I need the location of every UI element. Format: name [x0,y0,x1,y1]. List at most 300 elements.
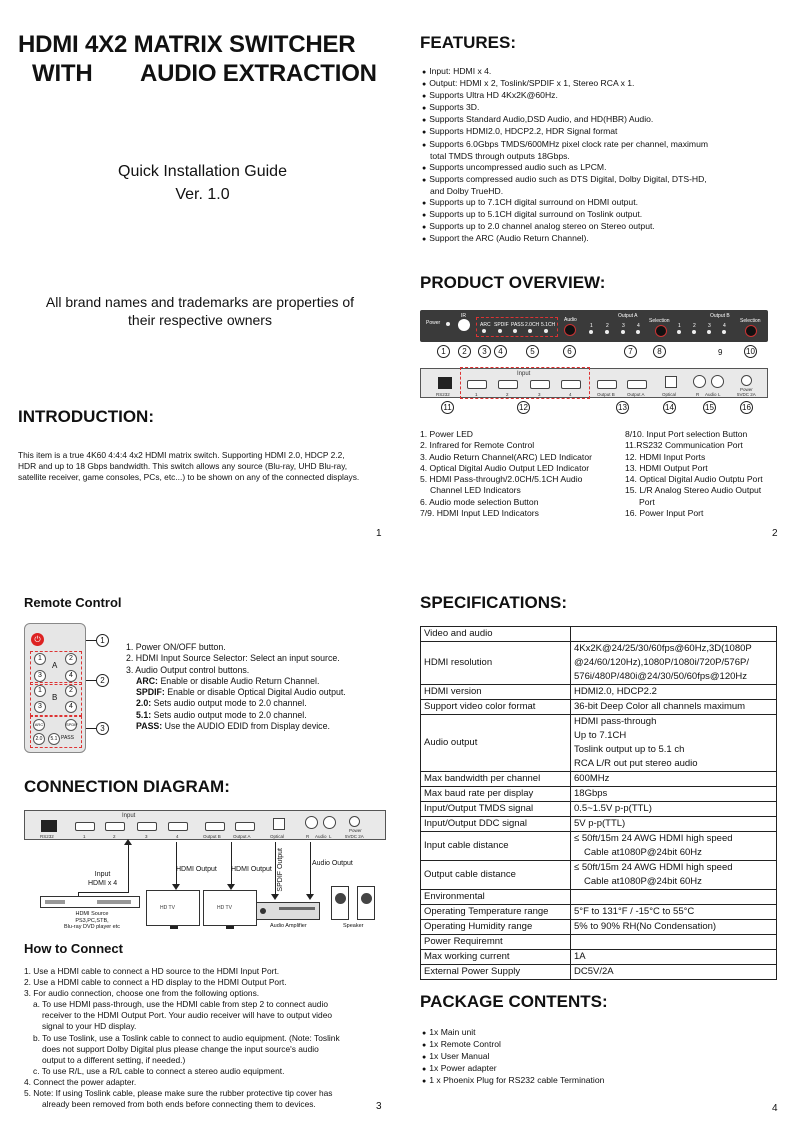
hdmi-output-label: HDMI Output [176,866,217,873]
features-heading: FEATURES: [420,33,517,52]
callout-7: 7 [624,345,637,358]
remote-a-2-button[interactable]: 2 [65,653,77,665]
diagram-power-port [349,816,360,827]
spec-value-line: HDMI pass-through [574,716,657,727]
callout-4: 4 [494,345,507,358]
spec-value-line: Cable at1080P@24bit 60Hz [584,876,702,887]
spec-key: Video and audio [421,627,571,642]
connection-heading: CONNECTION DIAGRAM: [24,777,230,796]
spec-row [421,832,777,861]
legend-item: 8/10. Input Port selection Button [625,429,748,439]
callout-15: 15 [703,401,716,414]
output-a-selection-button[interactable] [655,325,667,337]
rca-l-label: L [718,392,721,397]
remote-leader [86,680,96,681]
spec-value [571,861,777,890]
remote-heading: Remote Control [24,595,122,610]
remote-sub-item [126,698,396,709]
spec-value [571,700,777,715]
callout-5: 5 [526,345,539,358]
callout-6: 6 [563,345,576,358]
ch51-label: 5.1CH [541,322,556,328]
spec-value [571,832,777,861]
feature-item: ● Supports uncompressed audio such as LPCM. [422,162,782,174]
front-panel [420,310,768,342]
speaker-right [357,886,375,920]
diagram-output-b-port [205,822,225,831]
spec-value-line: 5% to 90% RH(No Condensation) [574,921,717,932]
source-slot [97,900,131,904]
remote-sub-text: Sets audio output mode to 2.0 channel. [151,698,307,709]
remote-sub-text: Sets audio output mode to 2.0 channel. [151,709,307,720]
remote-51-button[interactable]: 5.1 [48,733,60,745]
output-a-led [636,330,640,334]
diagram-port-num: 4 [176,834,179,839]
spec-value-line: @24/60/120Hz),1080P/1080i/720P/576P/ [574,657,749,668]
feature-item: ● Supports 6.0Gbps TMDS/600MHz pixel clock rate per channel, maximum [422,139,782,151]
power-icon[interactable]: ⏻ [31,633,44,646]
feature-item: ● Supports Ultra HD 4Kx2K@60Hz. [422,90,782,102]
remote-sub-text: Enable or disable Audio Return Channel. [158,675,320,686]
spec-value [571,890,777,905]
callout-1: 1 [437,345,450,358]
spec-row [421,920,777,935]
spec-value-line [574,936,773,949]
remote-sub-item [126,710,396,721]
remote-sub-key: ARC: [136,675,158,686]
legend-item: 1. Power LED [420,429,474,439]
arrow-head [271,894,279,900]
diagram-power-label: Power [349,828,362,833]
spec-value-line: 576i/480P/480i@24/30/50/60fps@120Hz [574,671,747,682]
rca-audio-label: Audio [705,392,717,397]
overview-heading: PRODUCT OVERVIEW: [420,273,606,292]
package-heading: PACKAGE CONTENTS: [420,992,608,1011]
diagram-rs232-port [41,820,57,832]
amp-knob [260,908,266,914]
callout-11: 11 [441,401,454,414]
port-num: 2 [506,392,509,397]
spec-value-line: HDMI2.0, HDCP2.2 [574,686,657,697]
output-b-num: 1 [678,323,681,329]
remote-b-4-button[interactable]: 4 [65,701,77,713]
diagram-l-label: L [329,834,332,839]
tv-stand [226,926,234,929]
source-caption-line: Blu-ray DVD player etc [64,924,120,930]
how-to-line: 2. Use a HDMI cable to connect a HD display to the HDMI Output Port. [24,977,287,988]
source-caption-line: HDMI Source [75,911,109,917]
diagram-output-a-label: Output A [233,834,251,839]
how-to-connect-list [24,966,396,1110]
source-slot [45,900,65,904]
spec-value [571,772,777,787]
output-b-num: 2 [693,323,696,329]
legend-item: 13. HDMI Output Port [625,462,708,473]
spec-key: Input cable distance [421,832,571,861]
remote-sub-item [126,687,396,698]
input-arrow [78,892,129,893]
title-line-1: HDMI 4X2 MATRIX SWITCHER [18,31,356,58]
callout-16: 16 [740,401,753,414]
spec-value-line: RCA L/R out put stereo audio [574,758,698,769]
pass-label: PASS [511,322,524,328]
power-label: Power [426,320,441,326]
remote-a-1-button[interactable]: 1 [34,653,46,665]
output-b-selection-button[interactable] [745,325,757,337]
spec-row [421,700,777,715]
optical-label: Optical [662,392,677,397]
amp-display [279,907,315,910]
ir-label: IR [461,313,466,319]
spec-value-line: 1A [574,951,586,962]
remote-a-label: A [52,661,58,670]
spec-key: Operating Temperature range [421,905,571,920]
remote-b-label: B [52,693,58,702]
diagram-port-num: 1 [83,834,86,839]
spec-row [421,817,777,832]
feature-item: ● Supports HDMI2.0, HDCP2.2, HDR Signal format [422,126,782,138]
audio-output-line [310,842,311,898]
audio-mode-button[interactable] [564,324,576,336]
power-port[interactable] [741,375,752,386]
how-to-line: 3. For audio connection, choose one from the following options. [24,988,260,999]
spec-key: HDMI resolution [421,642,571,685]
legend-item: 14. Optical Digital Audio Outptu Port [625,474,763,485]
port-num: 4 [569,392,572,397]
spec-key: Input/Output TMDS signal [421,802,571,817]
hdmi-source-device [40,896,140,908]
remote-a-3-button[interactable]: 3 [34,670,46,682]
remote-sub-text: Use the AUDIO EDID from Display device. [162,721,330,732]
remote-desc-line: 2. HDMI Input Source Selector: Select an input source. [126,653,340,664]
output-b-led [692,330,696,334]
spec-key: Input/Output DDC signal [421,817,571,832]
rca-r-port[interactable] [693,375,706,388]
spec-row [421,802,777,817]
title-line-2a: WITH [32,60,93,87]
hdmi-input-port[interactable] [467,380,487,389]
arc-label: ARC [480,322,491,328]
tv-stand [170,926,178,929]
output-a-led [605,330,609,334]
legend-item: 3. Audio Return Channel(ARC) LED Indicator [420,451,592,462]
remote-sub-list [126,676,396,732]
title-line-2b: AUDIO EXTRACTION [140,60,377,87]
remote-b-1-button[interactable]: 1 [34,685,46,697]
how-to-line: 5. Note: If using Toslink cable, please make sure the rubber protective tip cover has [24,1088,333,1099]
spec-value [571,905,777,920]
how-to-line: does not support Dolby Digital plus please change the input source's audio [42,1043,319,1054]
speaker-left [331,886,349,920]
spec-key: Support video color format [421,700,571,715]
amplifier-label: Audio Amplifier [270,923,307,929]
ir-window [458,319,470,331]
spdif-label: SPDIF [494,322,509,328]
output-b-num: 3 [708,323,711,329]
rca-l-port[interactable] [711,375,724,388]
diagram-port-num: 2 [113,834,116,839]
overview-legend-right [625,429,795,519]
rear-panel [420,368,768,398]
speaker-cone [361,893,372,904]
diagram-port-num: 3 [145,834,148,839]
spec-value-line: Cable at1080P@24bit 60Hz [584,847,702,858]
intro-line: HDR and up to 18 Gbps bandwidth. This switch allows any source (Blu-ray, UHD Blu-ray, [18,461,348,471]
feature-item: ● Output: HDMI x 2, Toslink/SPDIF x 1, Stereo RCA x 1. [422,78,782,90]
spec-key: Operating Humidity range [421,920,571,935]
remote-sub-key: 5.1: [136,709,152,720]
hdmi-input-port[interactable] [561,380,581,389]
spec-value [571,787,777,802]
remote-sub-key: PASS: [136,721,163,732]
audio-amplifier [256,902,320,920]
spec-value [571,920,777,935]
spec-row [421,787,777,802]
spec-value-line: 600MHz [574,773,610,784]
feature-item: ● Support the ARC (Audio Return Channel). [422,233,782,245]
legend-item: 15. L/R Analog Stereo Audio Output [625,485,762,496]
hdmi-output-a-port[interactable] [627,380,647,389]
selection-b-label: Selection [740,318,761,324]
spec-row [421,715,777,772]
remote-pass-button[interactable]: PASS [61,735,74,741]
hdtv-2 [203,890,257,926]
remote-sub-item [126,721,396,732]
spec-row [421,965,777,980]
spec-key: Max working current [421,950,571,965]
spec-row [421,642,777,685]
port-num: 3 [538,392,541,397]
feature-item: ● Supports up to 5.1CH digital surround on Toslink output. [422,209,782,221]
output-a-num: 4 [637,323,640,329]
specifications-table [420,626,777,980]
power-led [446,322,450,326]
spec-row [421,772,777,787]
hdmi-input-port[interactable] [530,380,550,389]
spec-key: Power Requiremnt [421,935,571,950]
output-a-num: 3 [622,323,625,329]
guide-version: Ver. 1.0 [175,186,230,203]
output-a-led [621,330,625,334]
spec-value [571,642,777,685]
hdmi-input-port[interactable] [498,380,518,389]
hdmi-output-b-port[interactable] [597,380,617,389]
spec-value [571,685,777,700]
spec-row [421,685,777,700]
arrow-head [124,839,132,845]
rear-power-voltage: 5VDC 2A [737,392,756,397]
introduction-text [18,450,408,483]
spec-value [571,715,777,772]
input-arrow [128,842,129,892]
callout-8: 8 [653,345,666,358]
remote-callout-1: 1 [96,634,109,647]
page-number: 3 [376,1101,382,1112]
spec-value-line: ≤ 50ft/15m 24 AWG HDMI high speed [574,862,733,873]
page-number: 1 [376,528,382,539]
led-group-outline [476,317,558,337]
remote-sub-item [126,676,396,687]
how-to-line: 4. Connect the power adapter. [24,1076,137,1087]
hdmi-output-label: HDMI Output [231,866,272,873]
diagram-input-port [105,822,125,831]
hdtv-1 [146,890,200,926]
feature-item: ● Supports 3D. [422,102,782,114]
spec-key: Max baud rate per display [421,787,571,802]
callout-13: 13 [616,401,629,414]
spec-row [421,905,777,920]
diagram-device-rear [24,810,386,840]
rear-power-label: Power [740,387,753,392]
spec-value-line: DC5V/2A [574,966,614,977]
legend-item: 5. HDMI Pass-through/2.0CH/5.1CH Audio [420,474,583,485]
remote-spdif-button[interactable]: SPDIF [65,719,77,731]
package-list [422,1027,762,1087]
remote-desc-line: 3. Audio Output control buttons. [126,664,250,675]
diagram-text: HDMI x 4 [88,880,118,887]
spec-value-line: 18Gbps [574,788,608,799]
features-list [422,66,782,245]
feature-item: ● Input: HDMI x 4. [422,66,782,78]
diagram-audio-label: Audio [315,834,327,839]
how-to-line: 1. Use a HDMI cable to connect a HD source to the HDMI Input Port. [24,966,280,976]
output-a-num: 1 [590,323,593,329]
spec-key: Audio output [421,715,571,772]
spec-value [571,627,777,642]
package-item: ● 1x User Manual [422,1051,762,1063]
ch20-label: 2.0CH [525,322,540,328]
remote-a-4-button[interactable]: 4 [65,670,77,682]
spec-value [571,802,777,817]
arrow-head [306,894,314,900]
spec-value [571,950,777,965]
spec-value-line: 5°F to 131°F / -15°C to 55°C [574,906,695,917]
remote-callout-3: 3 [96,722,109,735]
specifications-heading: SPECIFICATIONS: [420,593,568,612]
legend-item: 11.RS232 Communication Port [625,440,743,451]
package-item: ● 1x Power adapter [422,1063,762,1075]
overview-legend-left [420,429,625,519]
diagram-rs232-label: RS232 [40,834,54,839]
speaker-cone [335,893,346,904]
diagram-r-label: R [306,834,310,839]
how-to-line: already been removed from both ends before connecting them to devices. [42,1099,316,1110]
brands-line-1: All brand names and trademarks are properties of [45,294,355,310]
spec-value [571,965,777,980]
source-caption [52,911,132,931]
audio-label: Audio [564,317,577,323]
rs232-port[interactable] [438,377,452,389]
remote-callout-2: 2 [96,674,109,687]
how-to-line: receiver to the HDMI Output Port. Your audio receiver will have to output video [42,1010,333,1021]
hdtv-label: HD TV [217,905,232,911]
spec-value-line: Up to 7.1CH [574,730,627,741]
how-to-line: a. To use HDMI pass-through, use the HDMI cable from step 2 to connect audio [33,999,328,1010]
rs232-label: RS232 [436,392,450,397]
source-caption-line: PS3,PC,STB, [75,917,109,924]
diagram-power-voltage: 5VDC 2A [345,834,364,839]
legend-item: 4. Optical Digital Audio Output LED Indicator [420,462,590,473]
output-b-label: Output B [710,313,730,319]
callout-2: 2 [458,345,471,358]
rear-input-label: Input [517,371,531,377]
diagram-input-text [88,870,117,888]
speaker-label: Speaker [343,923,364,929]
remote-b-3-button[interactable]: 3 [34,701,46,713]
spec-key: Environmental [421,890,571,905]
spec-value-line [574,891,773,904]
remote-control-illustration [24,623,86,753]
diagram-rca-r [305,816,318,829]
spec-value-line: 5V p-p(TTL) [574,818,626,829]
package-item: ● 1x Remote Control [422,1039,762,1051]
output-b-led [722,330,726,334]
feature-item: ● Supports compressed audio such as DTS Digital, Dolby Digital, DTS-HD, [422,174,782,186]
spec-row [421,950,777,965]
output-b-led [677,330,681,334]
remote-leader [86,728,96,729]
remote-arc-button[interactable]: ARC [33,719,45,731]
spec-value-line: 0.5~1.5V p-p(TTL) [574,803,652,814]
guide-title: Quick Installation Guide [118,163,287,180]
feature-item: ● Supports Standard Audio,DSD Audio, and HD(HBR) Audio. [422,114,782,126]
diagram-rca-l [323,816,336,829]
output-b-led [707,330,711,334]
diagram-output-b-label: Output B [203,834,221,839]
diagram-optical-label: Optical [270,834,285,839]
spec-key: Output cable distance [421,861,571,890]
remote-sub-text: Enable or disable Optical Digital Audio output. [164,687,346,698]
spec-row [421,890,777,905]
spec-value-line: 36-bit Deep Color all channels maximum [574,701,746,712]
legend-item: Channel LED Indicators [430,485,521,496]
output-a-port-label: Output A [627,392,645,397]
remote-sub-key: 2.0: [136,698,152,709]
port-num: 1 [475,392,478,397]
remote-description [126,642,396,732]
output-b-port-label: Output B [597,392,615,397]
how-to-line: b. To use Toslink, use a Toslink cable to connect to audio equipment. (Note: Toslink [33,1032,340,1043]
diagram-input-port [75,822,95,831]
package-item: ● 1 x Phoenix Plug for RS232 cable Termination [422,1075,762,1087]
spec-value-line: ≤ 50ft/15m 24 AWG HDMI high speed [574,833,733,844]
diagram-input-label: Input [122,813,136,819]
introduction-heading: INTRODUCTION: [18,407,154,426]
callout-9: 9 [718,348,723,357]
intro-line: satellite receiver, game consoles, PCs, etc...) to be shown on any of the connected displays. [18,472,360,482]
optical-port[interactable] [665,376,677,388]
spec-key: External Power Supply [421,965,571,980]
diagram-optical-port [273,818,285,830]
callout-12: 12 [517,401,530,414]
callout-10: 10 [744,345,757,358]
page-number: 4 [772,1103,778,1114]
legend-item: 2. Infrared for Remote Control [420,440,535,451]
how-to-line: output to a different setting, if needed.) [42,1054,186,1065]
audio-output-label: Audio Output [312,860,353,867]
output-b-num: 4 [723,323,726,329]
package-item: ● 1x Main unit [422,1027,762,1039]
page-number: 2 [772,528,778,539]
remote-b-2-button[interactable]: 2 [65,685,77,697]
remote-20-button[interactable]: 2.0 [33,733,45,745]
spec-row [421,935,777,950]
hdmi-output-line [231,842,232,888]
hdmi-output-line [176,842,177,888]
spec-key: Max bandwidth per channel [421,772,571,787]
rca-r-label: R [696,392,700,397]
spec-row [421,861,777,890]
